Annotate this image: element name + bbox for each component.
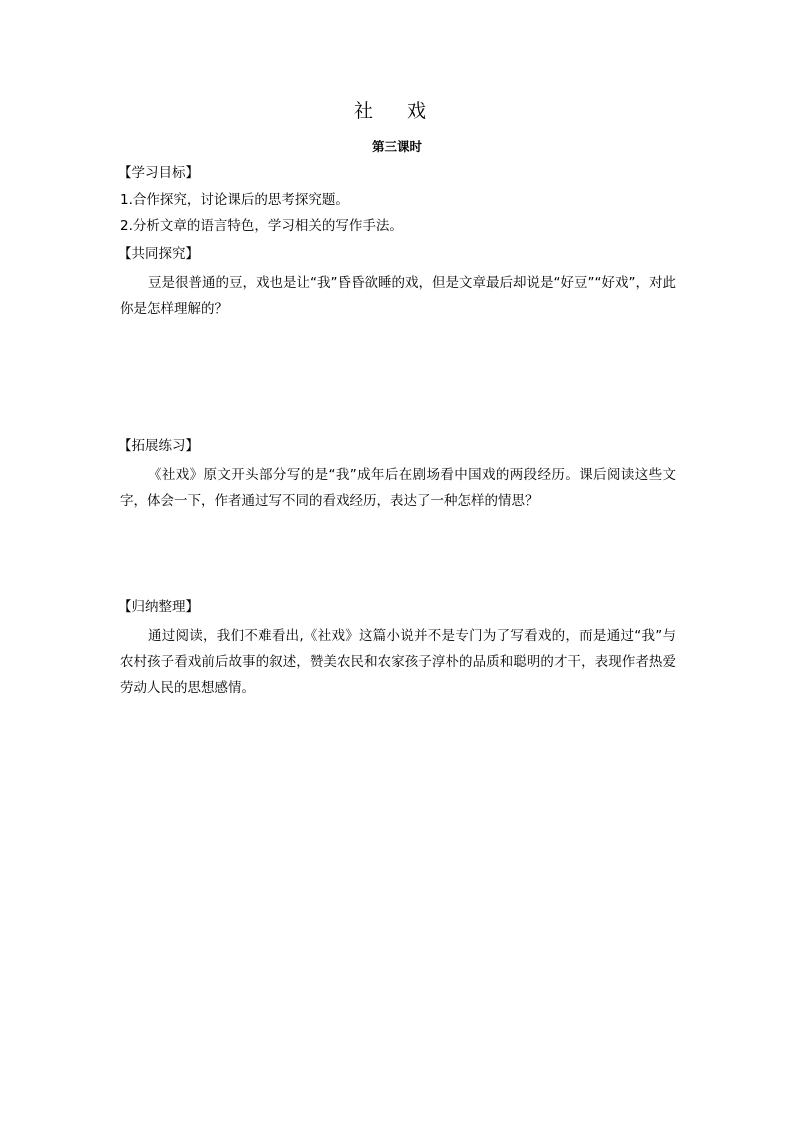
document-title: 社 戏 xyxy=(353,100,441,122)
objective-item-1: 1.合作探究，讨论课后的思考探究题。 xyxy=(120,192,349,208)
practice-heading: 【拓展练习】 xyxy=(118,438,199,454)
summary-text: 通过阅读，我们不难看出,《社戏》这篇小说并不是专门为了写看戏的，而是通过“我”与农村孩子看戏前后故事的叙述，赞美农民和农家孩子淳朴的品质和聪明的才干，表现作者热爱劳动人民的思想感情。 xyxy=(120,628,676,696)
explore-heading: 【共同探究】 xyxy=(118,246,199,262)
explore-question: 豆是很普通的豆，戏也是让“我”昏昏欲睡的戏，但是文章最后却说是“好豆”“好戏”，对此你是怎样理解的？ xyxy=(120,275,676,317)
practice-question: 《社戏》原文开头部分写的是“我”成年后在剧场看中国戏的两段经历。课后阅读这些文字，体会一下，作者通过写不同的看戏经历，表达了一种怎样的情思？ xyxy=(120,467,676,509)
objectives-heading: 【学习目标】 xyxy=(118,165,199,181)
summary-heading: 【归纳整理】 xyxy=(118,599,199,615)
lesson-subtitle: 第三课时 xyxy=(371,139,422,154)
objective-item-2: 2.分析文章的语言特色，学习相关的写作手法。 xyxy=(120,218,403,234)
